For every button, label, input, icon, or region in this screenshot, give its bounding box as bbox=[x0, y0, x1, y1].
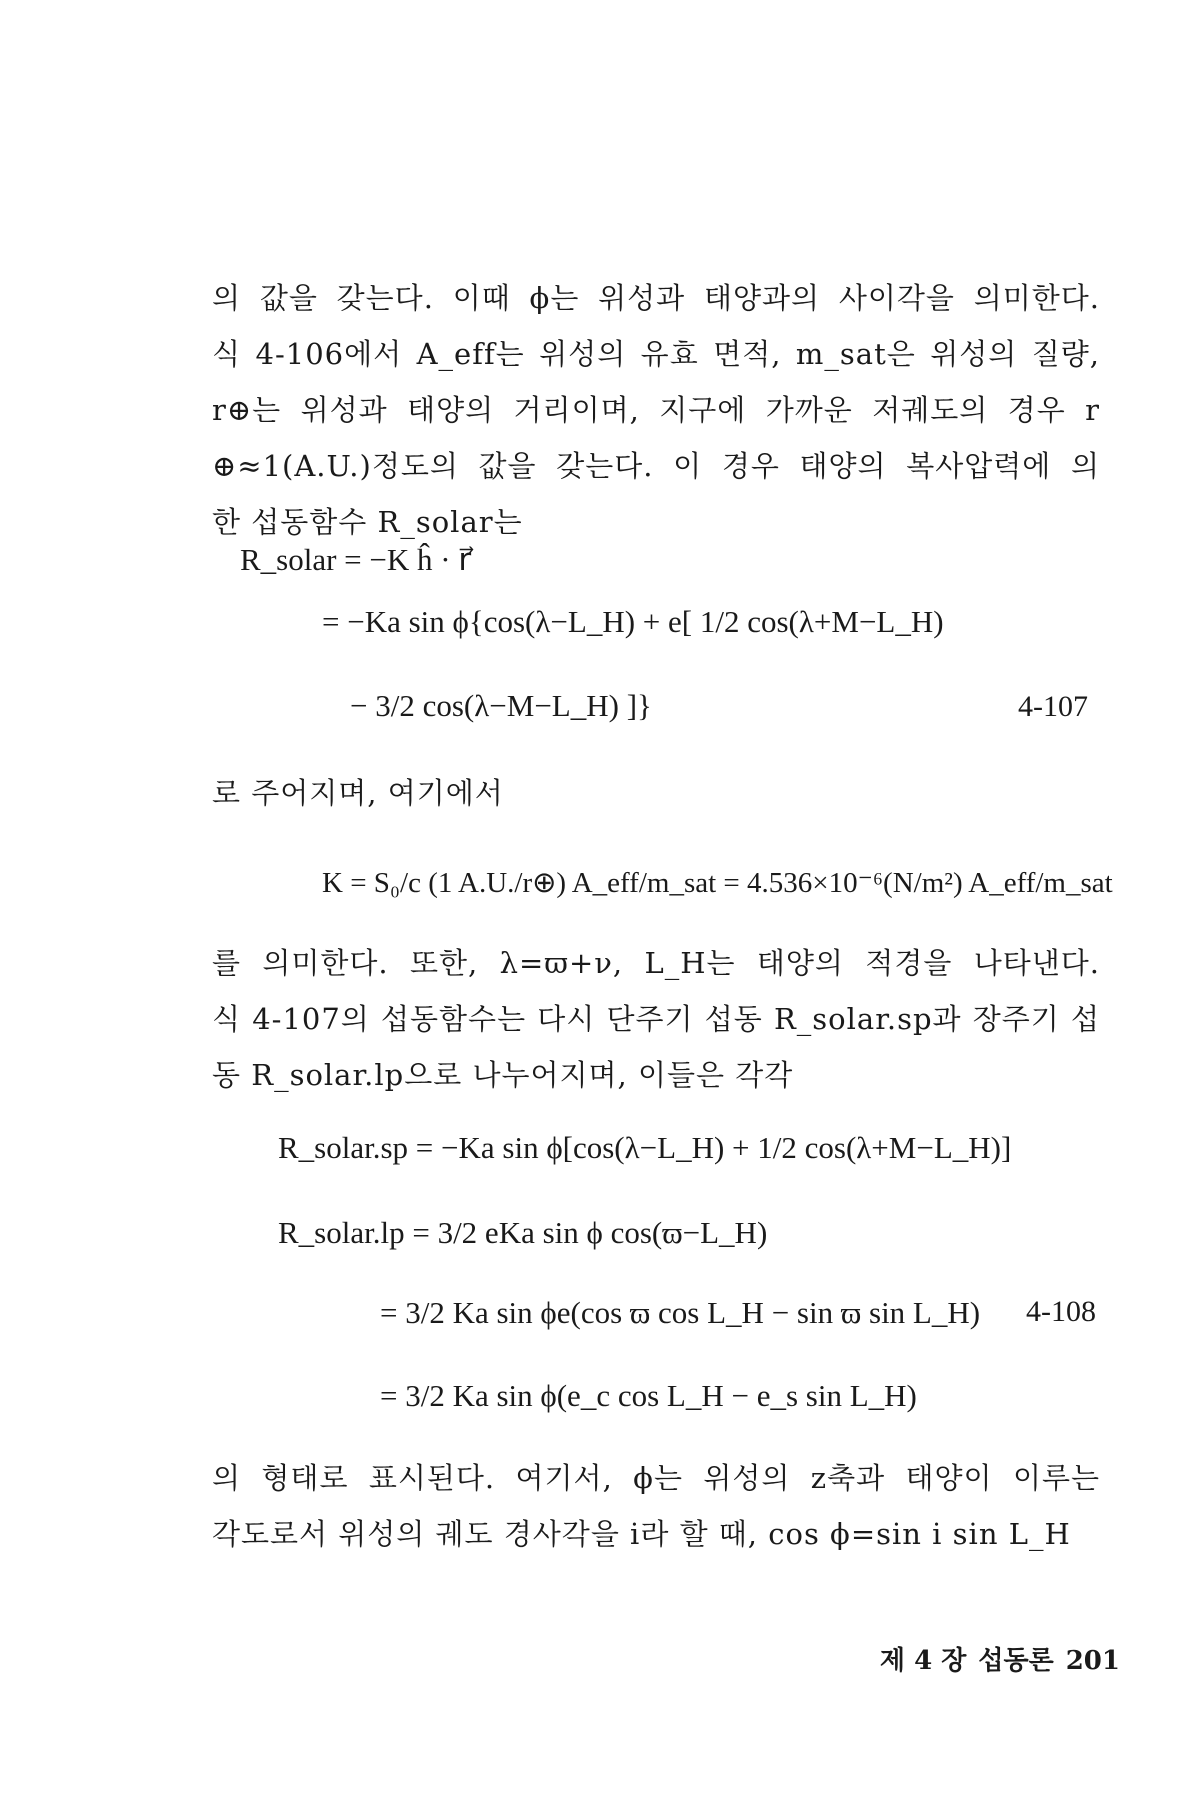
equation-4-107-line2: = −Ka sin ϕ{cos(λ−L_H) + e[ 1/2 cos(λ+M−L_H) bbox=[322, 604, 944, 639]
text-line: r⊕는 위성과 태양의 거리이며, 지구에 가까운 저궤도의 경우 r bbox=[212, 393, 1100, 427]
chapter-title: 섭동론 bbox=[978, 1646, 1054, 1676]
text-line: 로 주어지며, 여기에서 bbox=[212, 776, 504, 810]
equation-4-108-lp2: = 3/2 Ka sin ϕe(cos ϖ cos L_H − sin ϖ sin L_H) bbox=[380, 1295, 981, 1330]
equation-4-108-lp3: = 3/2 Ka sin ϕ(e_c cos L_H − e_s sin L_H) bbox=[380, 1378, 917, 1413]
paragraph-1 bbox=[212, 270, 1100, 550]
text-line: 한 섭동함수 R_solar는 bbox=[212, 505, 523, 539]
paragraph-4 bbox=[212, 1450, 1100, 1562]
text-line: ⊕≈1(A.U.)정도의 값을 갖는다. 이 경우 태양의 복사압력에 의 bbox=[212, 449, 1100, 483]
equation-4-108-lp1: R_solar.lp = 3/2 eKa sin ϕ cos(ϖ−L_H) bbox=[278, 1215, 768, 1250]
equation-number: 4-107 bbox=[1018, 690, 1088, 723]
equation-4-108-sp: R_solar.sp = −Ka sin ϕ[cos(λ−L_H) + 1/2 cos(λ+M−L_H)] bbox=[278, 1130, 1012, 1165]
text-line: 식 4-106에서 A_eff는 위성의 유효 면적, m_sat은 위성의 질량, bbox=[212, 337, 1100, 371]
page-number: 201 bbox=[1065, 1646, 1120, 1676]
text-line: 동 R_solar.lp으로 나누어지며, 이들은 각각 bbox=[212, 1058, 794, 1092]
paragraph-2 bbox=[212, 765, 1100, 821]
text-line: 의 형태로 표시된다. 여기서, ϕ는 위성의 z축과 태양이 이루는 bbox=[212, 1461, 1100, 1495]
text-line: 를 의미한다. 또한, λ=ϖ+ν, L_H는 태양의 적경을 나타낸다. bbox=[212, 946, 1100, 980]
text-line: 의 값을 갖는다. 이때 ϕ는 위성과 태양과의 사이각을 의미한다. bbox=[212, 281, 1100, 315]
chapter-label: 제 4 장 bbox=[879, 1646, 967, 1676]
paragraph-3 bbox=[212, 935, 1100, 1103]
equation-K: K = S₀/c (1 A.U./r⊕) A_eff/m_sat = 4.536×10⁻⁶(N/m²) A_eff/m_sat bbox=[322, 867, 1113, 899]
equation-4-107-line3: − 3/2 cos(λ−M−L_H) ]} bbox=[350, 688, 652, 723]
text-line: 식 4-107의 섭동함수는 다시 단주기 섭동 R_solar.sp과 장주기 섭 bbox=[212, 1002, 1100, 1036]
equation-4-107-line1: R_solar = −K ĥ · r⃗ bbox=[240, 542, 472, 577]
equation-number: 4-108 bbox=[1026, 1295, 1096, 1328]
page-footer bbox=[820, 1640, 1120, 1677]
text-line: 각도로서 위성의 궤도 경사각을 i라 할 때, cos ϕ=sin i sin L_H bbox=[212, 1517, 1071, 1551]
